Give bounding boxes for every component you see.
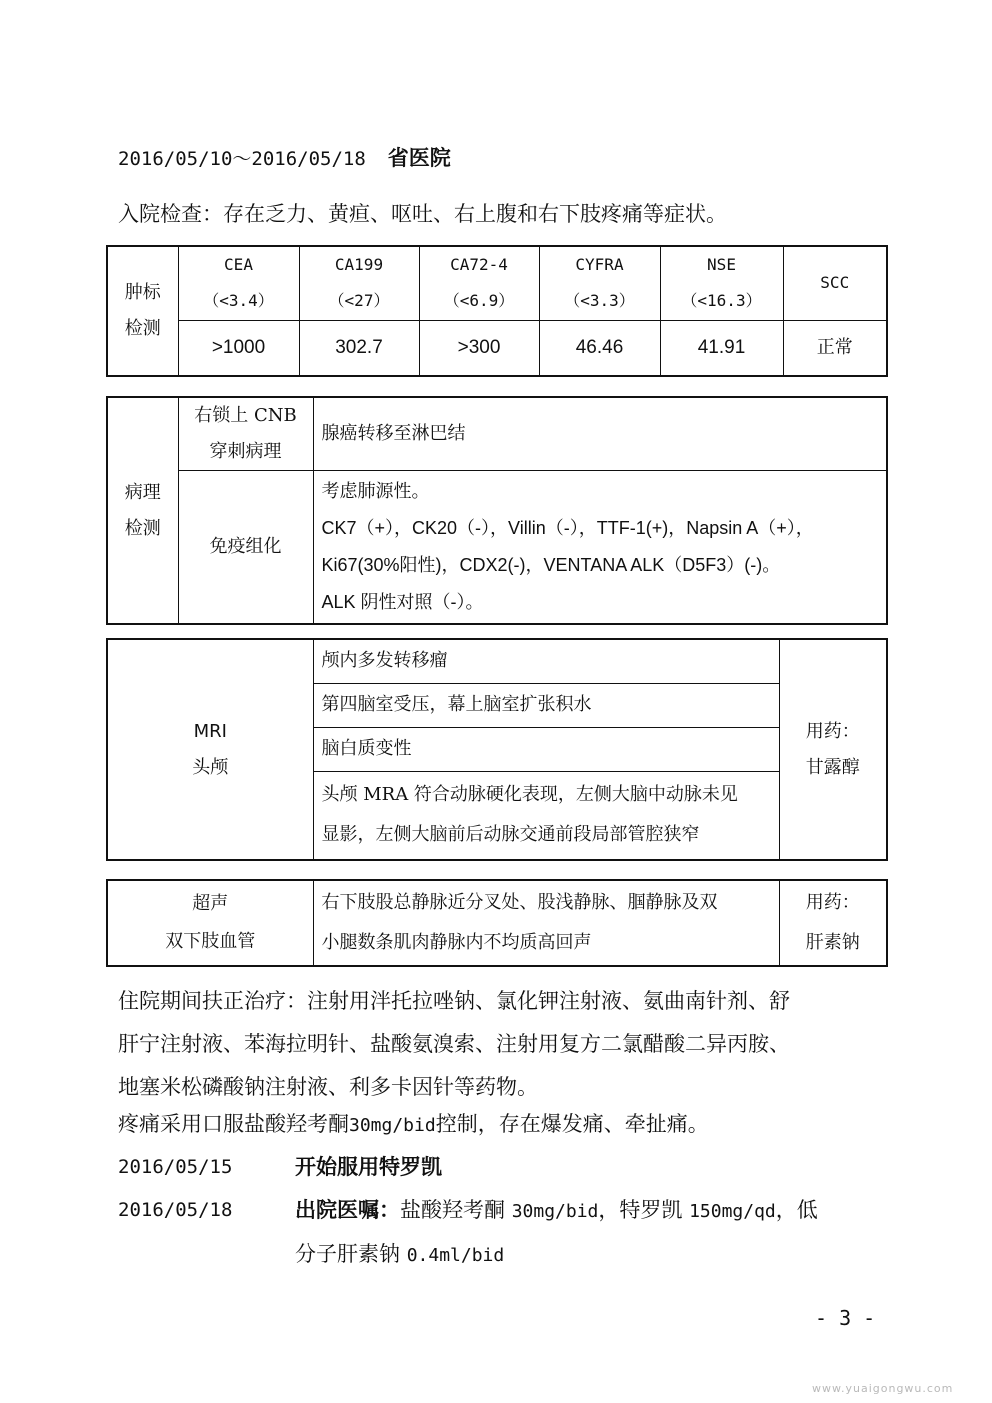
ultrasound-drug: 用药： 肝素钠 bbox=[779, 880, 887, 966]
mri-finding: 脑白质变性 bbox=[313, 727, 779, 771]
ihc-label: 免疫组化 bbox=[178, 471, 313, 625]
treatment-paragraph: 住院期间扶正治疗：注射用泮托拉唑钠、氯化钾注射液、氨曲南针剂、舒 肝宁注射液、苯海拉明针、盐酸氨溴索、注射用复方二氯醋酸二异丙胺、 地塞米松磷酸钠注射液、利多卡因针等药物。 bbox=[118, 989, 790, 1099]
hospital-name: 省医院 bbox=[387, 146, 451, 170]
marker-header: NSE （<16.3） bbox=[660, 246, 783, 320]
tumor-marker-table bbox=[106, 245, 888, 377]
marker-header: SCC bbox=[783, 246, 887, 320]
marker-value: >1000 bbox=[178, 320, 299, 376]
marker-value: 41.91 bbox=[660, 320, 783, 376]
marker-value: 302.7 bbox=[299, 320, 419, 376]
marker-value: 正常 bbox=[783, 320, 887, 376]
biopsy-label: 右锁上 CNB 穿刺病理 bbox=[178, 397, 313, 471]
ihc-result: 考虑肺源性。 CK7（+），CK20（-），Villin（-），TTF-1(+)，Napsin A（+）， Ki67(30%阳性)，CDX2(-)，VENTANA ALK（D5F3）(-)。 ALK 阴性对照（-）。 bbox=[313, 471, 887, 625]
ultrasound-table bbox=[106, 879, 888, 967]
section-header bbox=[118, 142, 451, 172]
pathology-label: 病理 检测 bbox=[107, 397, 178, 624]
marker-header: CA72-4 （<6.9） bbox=[419, 246, 539, 320]
biopsy-result: 腺癌转移至淋巴结 bbox=[313, 397, 887, 471]
discharge-orders: 出院医嘱：盐酸羟考酮 30mg/bid，特罗凯 150mg/qd，低 分子肝素钠 0.4ml/bid bbox=[295, 1198, 818, 1266]
mri-finding: 颅内多发转移瘤 bbox=[313, 639, 779, 683]
pathology-table bbox=[106, 396, 888, 625]
marker-header: CEA （<3.4） bbox=[178, 246, 299, 320]
admission-exam: 入院检查：存在乏力、黄疸、呕吐、右上腹和右下肢疼痛等症状。 bbox=[118, 202, 727, 226]
timeline-event: 开始服用特罗凯 bbox=[295, 1155, 442, 1179]
pain-control: 疼痛采用口服盐酸羟考酮30mg/bid控制，存在爆发痛、牵扯痛。 bbox=[118, 1112, 709, 1136]
marker-value: 46.46 bbox=[539, 320, 660, 376]
watermark-text: www.yuaigongwu.com bbox=[812, 1382, 954, 1395]
mra-finding: 头颅 MRA 符合动脉硬化表现，左侧大脑中动脉未见 显影，左侧大脑前后动脉交通前段局部管腔狭窄 bbox=[313, 771, 779, 860]
mri-finding: 第四脑室受压，幕上脑室扩张积水 bbox=[313, 683, 779, 727]
mri-table bbox=[106, 638, 888, 861]
ultrasound-finding: 右下肢股总静脉近分叉处、股浅静脉、腘静脉及双 小腿数条肌肉静脉内不均质高回声 bbox=[313, 880, 779, 966]
mri-label: MRI 头颅 bbox=[107, 639, 313, 860]
ultrasound-label: 超声 双下肢血管 bbox=[107, 880, 313, 966]
timeline-date: 2016/05/15 bbox=[118, 1156, 233, 1178]
marker-header: CYFRA （<3.3） bbox=[539, 246, 660, 320]
marker-header: CA199 （<27） bbox=[299, 246, 419, 320]
page-number: - 3 - bbox=[815, 1306, 876, 1330]
marker-value: >300 bbox=[419, 320, 539, 376]
timeline-date: 2016/05/18 bbox=[118, 1199, 233, 1221]
date-range: 2016/05/10～2016/05/18 bbox=[118, 148, 366, 170]
mri-drug: 用药： 甘露醇 bbox=[779, 639, 887, 860]
tumor-marker-label: 肿标 检测 bbox=[107, 246, 178, 376]
